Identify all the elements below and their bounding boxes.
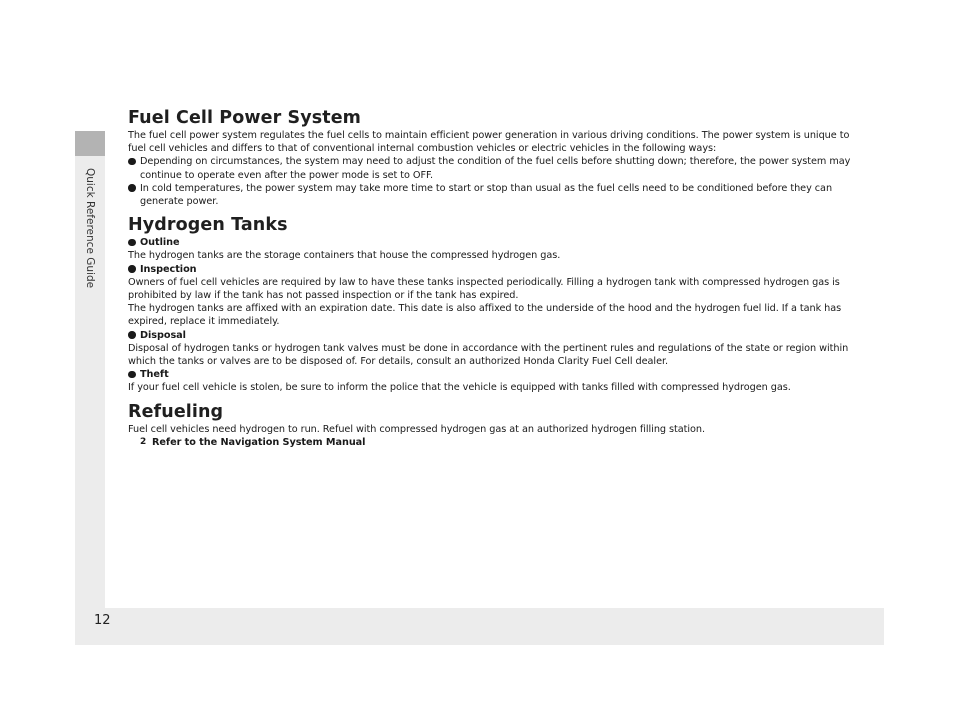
bullet-dot-icon — [128, 371, 136, 379]
fuel-cell-bullet — [128, 182, 868, 208]
disposal-text: Disposal of hydrogen tanks or hydrogen tank valves must be done in accordance with the pertinent rules and regulations of the state or region within which the tanks or valves are to be disposed of. For details, consult an authorized Honda Clarity Fuel Cell dealer. — [128, 342, 849, 368]
theft-title: Theft — [140, 369, 169, 381]
cross-reference-icon: 2 — [140, 437, 147, 448]
fuel-cell-bullet-text: Depending on circumstances, the system may need to adjust the condition of the fuel cells before shutting down; therefore, the power system may continue to operate even after the power mode is set to OFF. — [140, 156, 851, 181]
fuel-cell-heading: Fuel Cell Power System — [128, 108, 362, 128]
reference-link-text[interactable]: Refer to the Navigation System Manual — [152, 436, 366, 448]
sidebar-tab-marker — [75, 131, 105, 156]
refueling-heading: Refueling — [128, 401, 224, 422]
fuel-cell-intro: The fuel cell power system regulates the fuel cells to maintain efficient power generation in various driving conditions. The power system is unique to fuel cell vehicles and differs to that of conventional internal combustion vehicles or electric vehicles in the following ways: — [128, 130, 850, 155]
bullet-dot-icon — [128, 239, 136, 247]
document-body — [128, 107, 868, 449]
theft-subheading — [128, 368, 868, 381]
theft-text: If your fuel cell vehicle is stolen, be sure to inform the police that the vehicle is equipped with tanks filled with compressed hydrogen gas. — [128, 382, 791, 394]
inspection-subheading — [128, 263, 868, 276]
navigation-manual-reference[interactable] — [128, 436, 868, 449]
inspection-title: Inspection — [140, 263, 197, 275]
page-number: 12 — [94, 613, 111, 628]
refueling-text: Fuel cell vehicles need hydrogen to run. Refuel with compressed hydrogen gas at an authorized hydrogen filling station. — [128, 423, 706, 435]
sidebar-section-label: Quick Reference Guide — [84, 168, 96, 289]
outline-subheading — [128, 236, 868, 249]
disposal-subheading — [128, 329, 868, 342]
bullet-dot-icon — [128, 184, 136, 192]
disposal-title: Disposal — [140, 329, 186, 341]
outline-text: The hydrogen tanks are the storage containers that house the compressed hydrogen gas. — [128, 250, 561, 262]
hydrogen-tanks-heading: Hydrogen Tanks — [128, 215, 288, 236]
fuel-cell-bullet-text: In cold temperatures, the power system may take more time to start or stop than usual as the fuel cells need to be conditioned before they can generate power. — [140, 182, 833, 208]
inspection-text: Owners of fuel cell vehicles are required by law to have these tanks inspected periodically. Filling a hydrogen tank with compressed hydrogen gas is prohibited by law if the tank has not passed inspection or if the tank has expired. — [128, 276, 840, 302]
bullet-dot-icon — [128, 158, 136, 166]
bullet-dot-icon — [128, 331, 136, 339]
fuel-cell-bullet — [128, 155, 868, 181]
bullet-dot-icon — [128, 265, 136, 273]
outline-title: Outline — [140, 237, 180, 249]
inspection-expiry-text: The hydrogen tanks are affixed with an expiration date. This date is also affixed to the underside of the hood and the hydrogen fuel lid. If a tank has expired, replace it immediately. — [128, 303, 842, 328]
